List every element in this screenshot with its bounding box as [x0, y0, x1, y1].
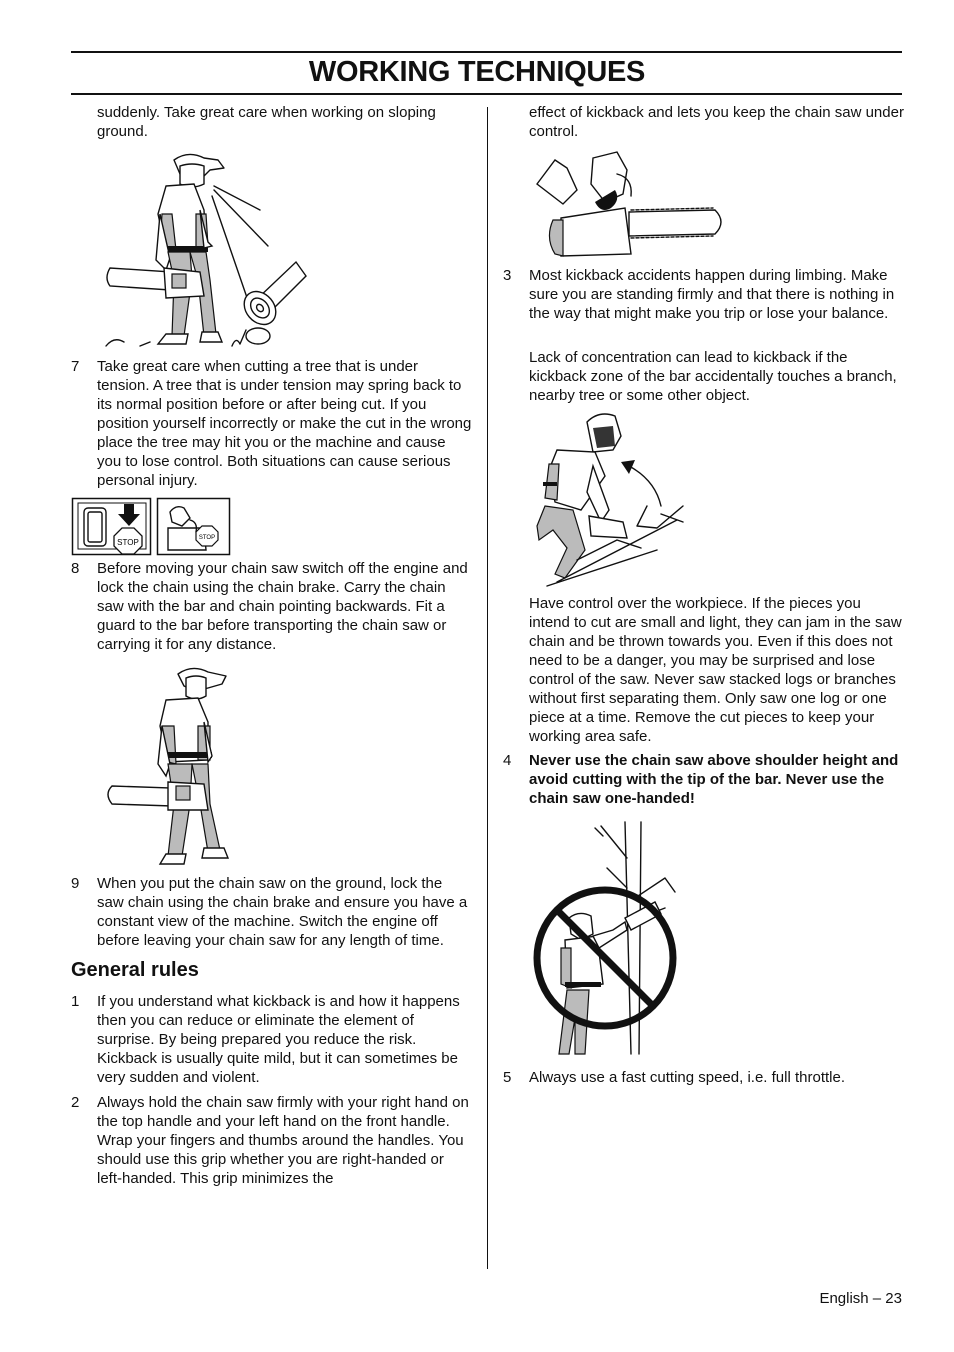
page-title: WORKING TECHNIQUES: [308, 56, 646, 88]
rule-1-number: 1: [71, 993, 80, 1010]
item-7-text: Take great care when cutting a tree that is under tension. A tree that is under tension may spring back to its normal position before or after being cut. If you position yourself incorrectly or make the cut in the wrong place the tree may hit you or the machine and cause you to lose control. Both situations can cause serious personal injury.: [97, 358, 472, 489]
header-bottom-rule: [71, 93, 902, 95]
rule-5-text: Always use a fast cutting speed, i.e. full throttle.: [529, 1069, 845, 1086]
worker-carrying-saw-illustration: [104, 664, 234, 870]
symbol-boxes: [72, 498, 232, 556]
item-9-number: 9: [71, 875, 80, 892]
rule-3-workpiece-text: Have control over the workpiece. If the pieces you intend to cut are small and light, they can jam in the saw chain and be thrown towards you. Even if this does not need to be a danger, you may be surprised and lose control of the saw. Never saw stacked logs or branches without first separating them. Only saw one log or one piece at a time. Remove the cut pieces to keep your working area safe.: [529, 595, 902, 745]
left-intro-text: suddenly. Take great care when working on sloping ground.: [97, 104, 436, 140]
stop-text-2: STOP: [198, 535, 216, 541]
limbing-kickback-illustration: [537, 410, 689, 592]
rule-4-number: 4: [503, 752, 512, 769]
header-top-rule: [71, 51, 902, 53]
column-divider: [487, 107, 488, 1269]
item-8-number: 8: [71, 560, 80, 577]
item-7-number: 7: [71, 358, 80, 375]
page-number: English – 23: [819, 1290, 902, 1307]
rule-1-text: If you understand what kickback is and how it happens then you can reduce or eliminate the element of surprise. By being prepared you reduce the risk. Kickback is usually quite mild, but it can sometimes be very sudden and violent.: [97, 993, 460, 1086]
rule-2-text: Always hold the chain saw firmly with your right hand on the top handle and your left hand on the front handle. Wrap your fingers and thumbs around the handles. You should use this grip whether you are right-handed or left-handed. This grip minimizes the: [97, 1094, 469, 1187]
rule-4-text: Never use the chain saw above shoulder height and avoid cutting with the tip of the bar. Never use the chain saw one-handed!: [529, 752, 899, 807]
rule-3-concentration-text: Lack of concentration can lead to kickback if the kickback zone of the bar accidentally touches a branch, nearby tree or some other object.: [529, 349, 897, 404]
grip-hands-illustration: [533, 150, 729, 262]
rule-5-number: 5: [503, 1069, 512, 1086]
worker-sloping-ground-illustration: [100, 150, 320, 350]
prohibited-overhead-cutting-illustration: [535, 818, 681, 1064]
stop-text-1: STOP: [117, 538, 139, 547]
general-rules-heading: General rules: [71, 959, 199, 981]
item-9-text: When you put the chain saw on the ground, lock the saw chain using the chain brake and ensure you have a constant view of the machine. Switch the engine off before leaving your chain saw for any length of time.: [97, 875, 468, 949]
item-8-text: Before moving your chain saw switch off the engine and lock the chain using the chain brake. Carry the chain saw with the bar and chain pointing backwards. Fit a guard to the bar before transporting the chain saw or carrying it for any distance.: [97, 560, 468, 653]
rule-2-number: 2: [71, 1094, 80, 1111]
right-intro-text: effect of kickback and lets you keep the chain saw under control.: [529, 104, 904, 140]
rule-3-text: Most kickback accidents happen during limbing. Make sure you are standing firmly and that there is nothing in the way that might make you trip or lose your balance.: [529, 267, 895, 322]
rule-3-number: 3: [503, 267, 512, 284]
